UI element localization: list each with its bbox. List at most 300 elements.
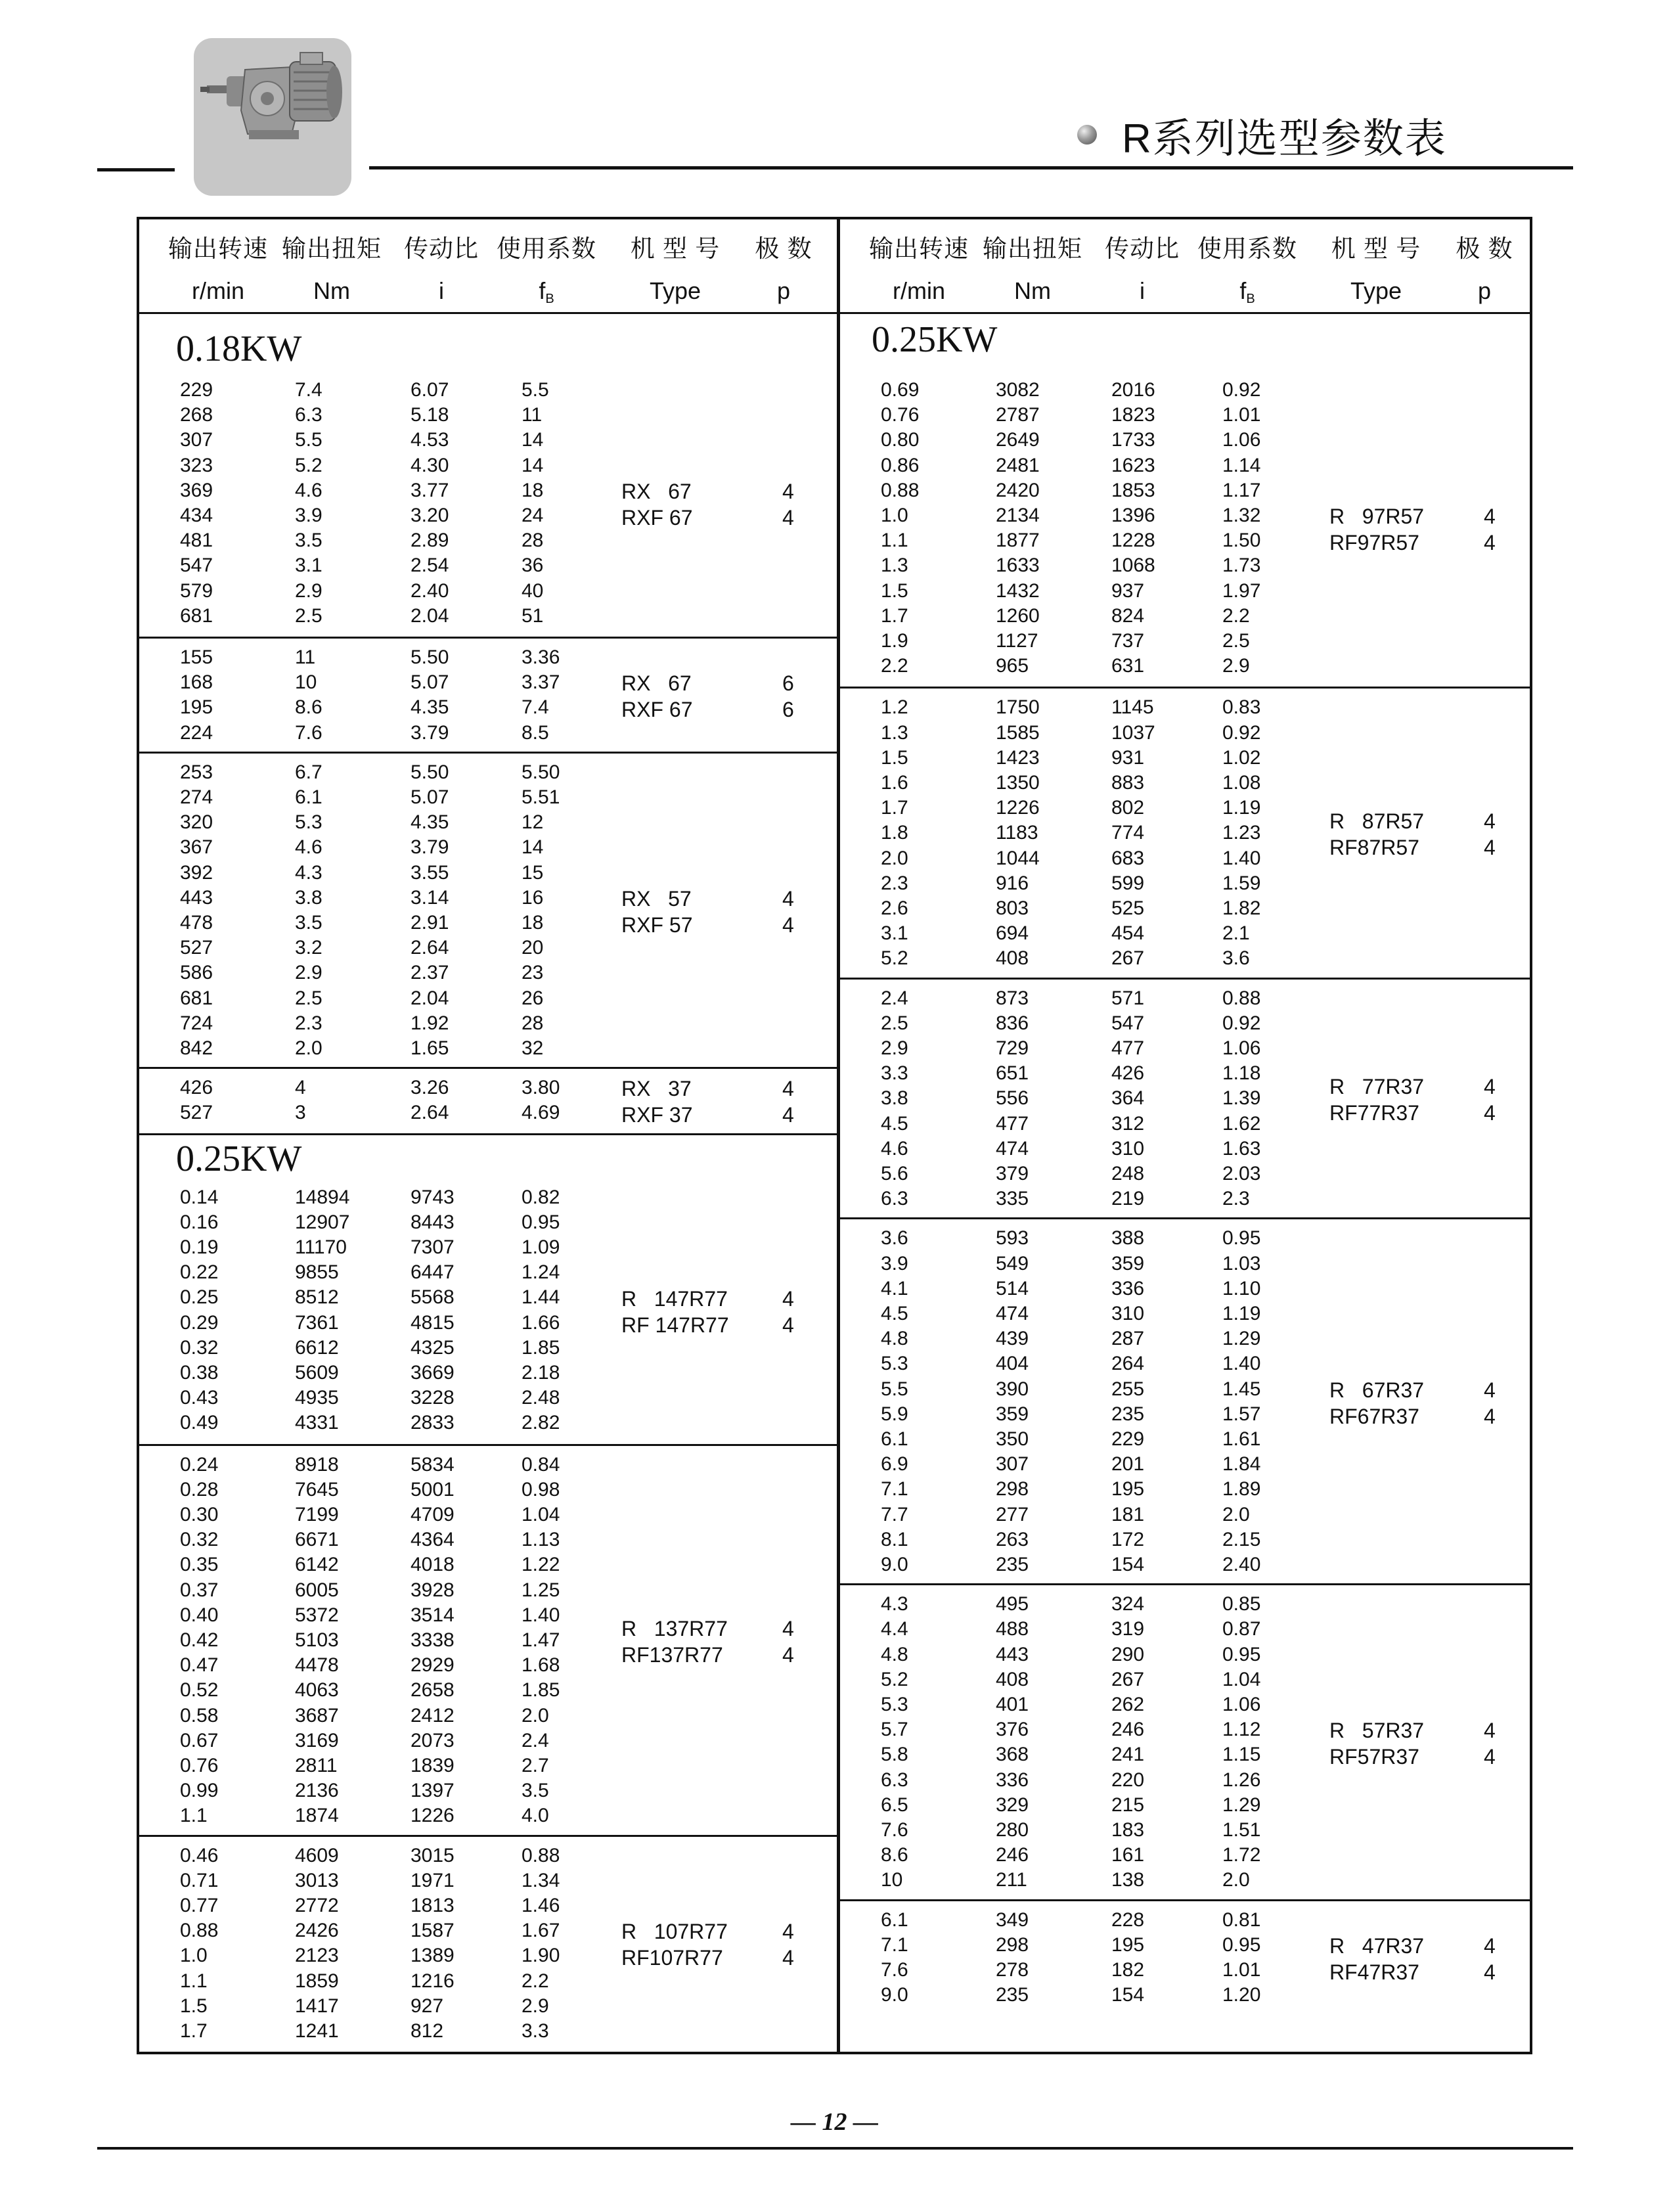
table-row [139, 646, 837, 671]
table-row [139, 722, 837, 747]
torque-cell: 2811 [295, 1754, 338, 1776]
speed-cell: 1.1 [180, 1805, 208, 1827]
speed-cell: 1.1 [180, 1970, 208, 1992]
torque-cell: 5103 [295, 1629, 339, 1651]
model-type: RF107R77 [621, 1946, 723, 1970]
speed-cell: 7.1 [881, 1478, 908, 1501]
service-factor-cell: 1.40 [522, 1604, 560, 1626]
service-factor-cell: 0.95 [522, 1211, 560, 1233]
ratio-cell: 4018 [411, 1554, 455, 1576]
torque-cell: 3.1 [295, 554, 323, 577]
speed-cell: 2.2 [881, 655, 908, 677]
table-row [840, 1037, 1530, 1062]
pole-count: 4 [782, 1643, 794, 1667]
service-factor-cell: 16 [522, 886, 544, 909]
table-row [139, 1755, 837, 1780]
service-factor-cell: 1.29 [1222, 1794, 1261, 1816]
table-row [840, 1934, 1530, 1959]
table-row [840, 580, 1530, 605]
table-row [139, 1077, 837, 1102]
speed-cell: 0.28 [180, 1478, 219, 1501]
torque-cell: 2481 [996, 454, 1040, 476]
service-factor-cell: 1.40 [1222, 847, 1261, 869]
speed-cell: 2.9 [881, 1037, 908, 1059]
ratio-cell: 2.91 [411, 911, 449, 934]
table-row [840, 696, 1530, 721]
service-factor-cell: 8.5 [522, 721, 549, 744]
pole-count: 6 [782, 671, 794, 696]
service-factor-cell: 1.06 [1222, 1037, 1261, 1059]
ratio-cell: 2.40 [411, 579, 449, 602]
model-group [139, 1186, 837, 1444]
torque-cell: 3082 [996, 379, 1040, 401]
table-row [139, 1479, 837, 1504]
pole-count: 4 [1484, 1101, 1496, 1125]
service-factor-cell: 2.48 [522, 1387, 560, 1409]
service-factor-cell: 0.84 [522, 1453, 560, 1476]
ratio-cell: 4.35 [411, 696, 449, 719]
table-row [139, 429, 837, 454]
pole-count: 4 [782, 1103, 794, 1127]
service-factor-cell: 1.89 [1222, 1478, 1261, 1501]
model-group [139, 1444, 837, 1835]
ratio-cell: 5.50 [411, 646, 449, 668]
service-factor-cell: 1.82 [1222, 897, 1261, 919]
model-type: RF77R37 [1329, 1101, 1419, 1125]
torque-cell: 488 [996, 1618, 1029, 1640]
torque-cell: 4609 [295, 1844, 339, 1866]
table-row [139, 480, 837, 505]
ratio-cell: 454 [1111, 922, 1145, 945]
ratio-cell: 3.14 [411, 886, 449, 909]
model-group [139, 752, 837, 1067]
ratio-cell: 267 [1111, 1668, 1145, 1690]
torque-cell: 5.3 [295, 811, 323, 834]
service-factor-cell: 3.5 [522, 1780, 549, 1802]
model-type: RX 37 [621, 1077, 692, 1101]
torque-cell: 2787 [996, 404, 1040, 426]
model-type: RF137R77 [621, 1643, 723, 1667]
ratio-cell: 631 [1111, 655, 1145, 677]
table-row [840, 922, 1530, 947]
torque-cell: 349 [996, 1908, 1029, 1931]
torque-cell: 1226 [996, 797, 1040, 819]
service-factor-cell: 1.04 [1222, 1668, 1261, 1690]
table-row [840, 747, 1530, 772]
torque-cell: 5609 [295, 1361, 339, 1384]
table-row [840, 1744, 1530, 1769]
speed-cell: 1.7 [180, 2020, 208, 2042]
footer-rule [97, 2147, 1573, 2150]
service-factor-cell: 1.32 [1222, 505, 1261, 526]
service-factor-cell: 1.23 [1222, 822, 1261, 844]
model-type: R 77R37 [1329, 1075, 1425, 1099]
table-row [139, 1805, 837, 1830]
model-type: R 67R37 [1329, 1378, 1425, 1402]
header-rule-right [369, 166, 1573, 169]
ratio-cell: 3.55 [411, 861, 449, 884]
ratio-cell: 215 [1111, 1794, 1145, 1816]
speed-cell: 0.25 [180, 1286, 219, 1309]
service-factor-cell: 26 [522, 987, 544, 1009]
table-row [840, 1163, 1530, 1188]
column-unit-text: i [439, 277, 444, 304]
torque-cell: 2123 [295, 1945, 339, 1967]
model-group [840, 379, 1530, 687]
torque-cell: 556 [996, 1087, 1029, 1110]
service-factor-cell: 5.50 [522, 761, 560, 783]
service-factor-cell: 2.0 [1222, 1503, 1250, 1525]
table-row [840, 1403, 1530, 1428]
torque-cell: 1859 [295, 1970, 339, 1992]
column-unit-text: Nm [313, 277, 350, 304]
service-factor-cell: 0.92 [1222, 721, 1261, 744]
service-factor-cell: 0.88 [522, 1844, 560, 1866]
service-factor-cell: 1.12 [1222, 1719, 1261, 1741]
speed-cell: 1.8 [881, 822, 908, 844]
table-row [840, 1087, 1530, 1112]
ratio-cell: 1623 [1111, 454, 1155, 476]
table-row [139, 696, 837, 721]
service-factor-cell: 1.66 [522, 1311, 560, 1334]
torque-cell: 3.2 [295, 937, 323, 959]
service-factor-cell: 0.85 [1222, 1593, 1261, 1615]
pole-count: 4 [1484, 1719, 1496, 1743]
torque-cell: 8.6 [295, 696, 323, 719]
model-group [139, 637, 837, 752]
speed-cell: 0.38 [180, 1361, 219, 1384]
table-row [840, 722, 1530, 747]
speed-cell: 1.7 [881, 797, 908, 819]
ratio-cell: 3928 [411, 1579, 455, 1601]
ratio-cell: 312 [1111, 1112, 1145, 1135]
torque-cell: 7645 [295, 1478, 339, 1501]
speed-cell: 527 [180, 1102, 213, 1124]
service-factor-cell: 2.9 [522, 1995, 549, 2017]
model-group [840, 687, 1530, 977]
torque-cell: 1585 [996, 721, 1040, 744]
column-unit-text: p [1477, 277, 1492, 304]
torque-cell: 651 [996, 1062, 1029, 1085]
pole-count: 4 [782, 1920, 794, 1944]
speed-cell: 9.0 [881, 1553, 908, 1575]
table-row [840, 1378, 1530, 1403]
column-unit-1 [857, 277, 981, 305]
model-group [139, 379, 837, 637]
ratio-cell: 319 [1111, 1618, 1145, 1640]
speed-cell: 2.3 [881, 872, 908, 894]
service-factor-cell: 1.03 [1222, 1252, 1261, 1275]
ratio-cell: 7307 [411, 1236, 455, 1258]
pole-count: 4 [782, 1286, 794, 1311]
ratio-cell: 5568 [411, 1286, 455, 1309]
ratio-cell: 267 [1111, 947, 1145, 970]
torque-cell: 439 [996, 1328, 1029, 1350]
torque-cell: 390 [996, 1378, 1029, 1400]
ratio-cell: 1396 [1111, 505, 1155, 526]
speed-cell: 0.35 [180, 1554, 219, 1576]
service-factor-cell: 2.1 [1222, 922, 1250, 945]
column-unit-4 [487, 277, 606, 307]
service-factor-cell: 1.44 [522, 1286, 560, 1309]
column-unit-1 [156, 277, 280, 305]
pole-count: 4 [1484, 505, 1496, 529]
service-factor-cell: 1.06 [1222, 429, 1261, 451]
service-factor-cell: 0.87 [1222, 1618, 1261, 1640]
service-factor-cell: 1.68 [522, 1654, 560, 1677]
torque-cell: 1127 [996, 630, 1038, 652]
column-unit-text: f [539, 277, 546, 304]
speed-cell: 5.5 [881, 1378, 908, 1400]
table-row [139, 1412, 837, 1437]
speed-cell: 0.32 [180, 1336, 219, 1359]
torque-cell: 1260 [996, 604, 1040, 627]
torque-cell: 4.6 [295, 836, 323, 859]
speed-cell: 0.40 [180, 1604, 219, 1626]
ratio-cell: 3669 [411, 1361, 455, 1384]
table-row [840, 1504, 1530, 1529]
service-factor-cell: 0.88 [1222, 987, 1261, 1009]
service-factor-cell: 2.0 [522, 1704, 549, 1727]
ratio-cell: 937 [1111, 579, 1145, 602]
table-row [139, 987, 837, 1012]
table-row [139, 1529, 837, 1554]
torque-cell: 4331 [295, 1412, 339, 1434]
table-row [139, 1995, 837, 2020]
speed-cell: 5.2 [881, 947, 908, 970]
torque-cell: 408 [996, 1668, 1029, 1690]
service-factor-cell: 1.10 [1222, 1277, 1261, 1299]
torque-cell: 359 [996, 1403, 1029, 1425]
speed-cell: 0.76 [180, 1754, 219, 1776]
speed-cell: 7.6 [881, 1818, 908, 1841]
torque-cell: 211 [996, 1869, 1027, 1891]
table-row [840, 1959, 1530, 1984]
table-row [139, 1012, 837, 1037]
column-unit-text: i [1140, 277, 1145, 304]
column-title-6: 极 数 [1456, 235, 1513, 262]
speed-cell: 168 [180, 671, 213, 694]
torque-cell: 1350 [996, 771, 1040, 794]
speed-cell: 0.46 [180, 1844, 219, 1866]
torque-cell: 873 [996, 987, 1029, 1009]
service-factor-cell: 1.34 [522, 1869, 560, 1891]
ratio-cell: 1216 [411, 1970, 455, 1992]
torque-cell: 7.6 [295, 721, 323, 744]
torque-cell: 803 [996, 897, 1029, 919]
speed-cell: 0.80 [881, 429, 920, 451]
table-row [840, 530, 1530, 554]
table-row [139, 605, 837, 630]
speed-cell: 1.3 [881, 554, 908, 577]
table-row [840, 1844, 1530, 1869]
column-unit-subscript: B [545, 292, 554, 306]
table-row [840, 1869, 1530, 1894]
ratio-cell: 2.89 [411, 530, 449, 552]
ratio-cell: 1813 [411, 1894, 455, 1916]
torque-cell: 277 [996, 1503, 1029, 1525]
model-type: RX 57 [621, 886, 692, 911]
torque-cell: 4.3 [295, 861, 323, 884]
ratio-cell: 1145 [1111, 696, 1154, 719]
table-row [139, 1730, 837, 1755]
table-row [840, 1819, 1530, 1844]
torque-cell: 6.1 [295, 786, 323, 808]
speed-cell: 10 [881, 1869, 903, 1891]
service-factor-cell: 1.02 [1222, 746, 1261, 769]
service-factor-cell: 1.45 [1222, 1378, 1261, 1400]
service-factor-cell: 1.24 [522, 1261, 560, 1284]
speed-cell: 3.3 [881, 1062, 908, 1085]
table-row [139, 580, 837, 605]
torque-cell: 298 [996, 1933, 1029, 1956]
torque-cell: 6142 [295, 1554, 339, 1576]
column-unit-text: Nm [1014, 277, 1051, 304]
ratio-cell: 264 [1111, 1353, 1145, 1375]
table-row [840, 1062, 1530, 1087]
table-row [139, 1895, 837, 1920]
table-row [840, 987, 1530, 1012]
speed-cell: 224 [180, 721, 213, 744]
torque-cell: 404 [996, 1353, 1029, 1375]
column-title-1: 输出转速 [869, 235, 969, 262]
speed-cell: 3.1 [881, 922, 908, 945]
table-row [139, 1312, 837, 1337]
pole-count: 4 [1484, 531, 1496, 555]
torque-cell: 307 [996, 1453, 1029, 1476]
torque-cell: 2772 [295, 1894, 339, 1916]
service-factor-cell: 1.85 [522, 1336, 560, 1359]
service-factor-cell: 0.83 [1222, 696, 1261, 719]
torque-cell: 477 [996, 1112, 1029, 1135]
torque-cell: 3013 [295, 1869, 339, 1891]
column-unit-2 [970, 277, 1095, 305]
pole-count: 4 [782, 480, 794, 503]
ratio-cell: 219 [1111, 1188, 1145, 1210]
speed-cell: 5.3 [881, 1693, 908, 1715]
torque-cell: 379 [996, 1162, 1029, 1185]
model-type: R 147R77 [621, 1286, 728, 1311]
model-group [840, 1583, 1530, 1899]
service-factor-cell: 1.73 [1222, 554, 1261, 577]
speed-cell: 320 [180, 811, 213, 834]
speed-cell: 5.7 [881, 1719, 908, 1741]
speed-cell: 0.52 [180, 1679, 219, 1702]
column-title-4: 使用系数 [1197, 235, 1297, 262]
speed-cell: 9.0 [881, 1984, 908, 2006]
speed-cell: 478 [180, 911, 213, 934]
torque-cell: 2420 [996, 479, 1040, 501]
ratio-cell: 181 [1111, 1503, 1145, 1525]
ratio-cell: 4.53 [411, 429, 449, 451]
ratio-cell: 3514 [411, 1604, 455, 1626]
torque-cell: 694 [996, 922, 1029, 945]
service-factor-cell: 28 [522, 1012, 544, 1034]
table-row [840, 772, 1530, 797]
service-factor-cell: 18 [522, 911, 544, 934]
speed-cell: 481 [180, 530, 213, 552]
torque-cell: 298 [996, 1478, 1029, 1501]
section-title-left-1: 0.25KW [176, 1138, 302, 1179]
torque-cell: 12907 [295, 1211, 350, 1233]
service-factor-cell: 1.13 [522, 1529, 560, 1551]
ratio-cell: 1587 [411, 1920, 455, 1942]
table-row [840, 455, 1530, 480]
service-factor-cell: 3.36 [522, 646, 560, 668]
torque-cell: 4478 [295, 1654, 339, 1677]
torque-cell: 6612 [295, 1336, 339, 1359]
speed-cell: 0.67 [180, 1729, 219, 1751]
speed-cell: 2.6 [881, 897, 908, 919]
ratio-cell: 262 [1111, 1693, 1145, 1715]
pole-count: 4 [1484, 1075, 1496, 1099]
ratio-cell: 1397 [411, 1780, 455, 1802]
table-right-half [837, 219, 1530, 2052]
service-factor-cell: 1.72 [1222, 1844, 1261, 1866]
ratio-cell: 9743 [411, 1186, 455, 1208]
speed-cell: 6.9 [881, 1453, 908, 1476]
speed-cell: 2.0 [881, 847, 908, 869]
speed-cell: 1.6 [881, 771, 908, 794]
service-factor-cell: 23 [522, 962, 544, 984]
pole-count: 4 [782, 1077, 794, 1101]
speed-cell: 7.1 [881, 1933, 908, 1956]
speed-cell: 0.24 [180, 1453, 219, 1476]
service-factor-cell: 1.51 [1222, 1818, 1261, 1841]
torque-cell: 11170 [295, 1236, 347, 1258]
table-row [139, 1579, 837, 1604]
torque-cell: 2136 [295, 1780, 339, 1802]
ratio-cell: 5001 [411, 1478, 455, 1501]
ratio-cell: 4709 [411, 1503, 455, 1525]
table-row [840, 1478, 1530, 1503]
speed-cell: 0.29 [180, 1311, 219, 1334]
ratio-cell: 182 [1111, 1958, 1145, 1981]
table-row [139, 1604, 837, 1629]
torque-cell: 7361 [295, 1311, 339, 1334]
speed-cell: 842 [180, 1037, 213, 1059]
ratio-cell: 154 [1111, 1984, 1145, 2006]
table-row [139, 2020, 837, 2045]
torque-cell: 2.3 [295, 1012, 323, 1034]
ratio-cell: 3338 [411, 1629, 455, 1651]
torque-cell: 593 [996, 1227, 1029, 1250]
speed-cell: 0.86 [881, 454, 920, 476]
table-row [139, 1387, 837, 1412]
service-factor-cell: 5.5 [522, 379, 549, 401]
torque-cell: 474 [996, 1137, 1029, 1160]
table-row [139, 1920, 837, 1945]
table-row [840, 872, 1530, 897]
table-row [139, 1211, 837, 1236]
service-factor-cell: 0.81 [1222, 1908, 1261, 1931]
column-unit-3 [1093, 277, 1191, 305]
service-factor-cell: 1.67 [522, 1920, 560, 1942]
torque-cell: 3169 [295, 1729, 339, 1751]
speed-cell: 1.1 [881, 530, 908, 552]
service-factor-cell: 1.19 [1222, 797, 1261, 819]
speed-cell: 0.71 [180, 1869, 219, 1891]
speed-cell: 5.9 [881, 1403, 908, 1425]
speed-cell: 6.3 [881, 1769, 908, 1791]
column-title-5: 机 型 号 [1331, 235, 1421, 262]
ratio-cell: 3.20 [411, 505, 449, 526]
service-factor-cell: 1.57 [1222, 1403, 1261, 1425]
service-factor-cell: 0.95 [1222, 1643, 1261, 1665]
ratio-cell: 8443 [411, 1211, 455, 1233]
table-row [840, 1303, 1530, 1328]
ratio-cell: 737 [1111, 630, 1145, 652]
